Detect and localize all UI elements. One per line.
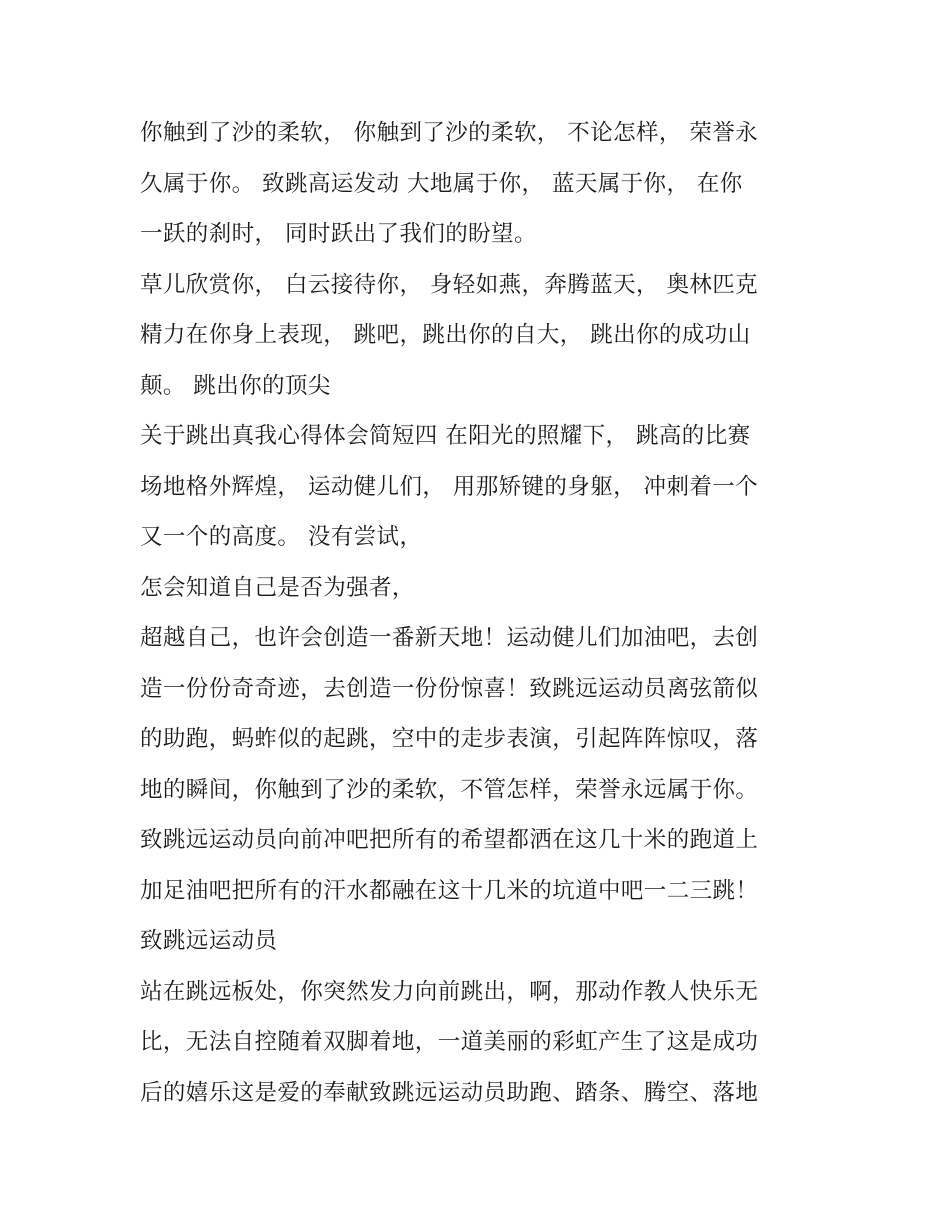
text-line: 地的瞬间，你触到了沙的柔软，不管怎样，荣誉永远属于你。 bbox=[140, 776, 759, 803]
text-line: 怎会知道自己是否为强者， bbox=[140, 574, 415, 601]
text-line: 的助跑，蚂蚱似的起跳，空中的走步表演，引起阵阵惊叹，落 bbox=[140, 726, 759, 752]
text-line: 加足油吧把所有的汗水都融在这十几米的坑道中吧一二三跳！ bbox=[140, 877, 759, 904]
text-line: 致跳远运动员向前冲吧把所有的希望都洒在这几十米的跑道上 bbox=[140, 827, 759, 853]
text-line: 比，无法自控随着双脚着地，一道美丽的彩虹产生了这是成功 bbox=[140, 1029, 759, 1055]
text-line: 精力在你身上表现， 跳吧，跳出你的自大， 跳出你的成功山 bbox=[140, 322, 751, 348]
text-line: 后的嬉乐这是爱的奉献致跳远运动员助跑、踏条、腾空、落地 bbox=[140, 1079, 759, 1106]
text-line: 站在跳远板处，你突然发力向前跳出，啊，那动作教人快乐无 bbox=[140, 978, 759, 1005]
text-line: 颠。 跳出你的顶尖 bbox=[140, 372, 331, 399]
text-line: 造一份份奇奇迹，去创造一份份惊喜！致跳远运动员离弦箭似 bbox=[140, 675, 759, 702]
text-line: 一跃的刹时， 同时跃出了我们的盼望。 bbox=[140, 221, 537, 247]
text-line: 草儿欣赏你， 白云接待你， 身轻如燕，奔腾蓝天， 奥林匹克 bbox=[140, 271, 759, 298]
text-line: 又一个的高度。 没有尝试， bbox=[140, 524, 423, 550]
text-line: 关于跳出真我心得体会简短四 在阳光的照耀下， 跳高的比赛 bbox=[140, 423, 751, 449]
text-line: 你触到了沙的柔软， 你触到了沙的柔软， 不论怎样， 荣誉永 bbox=[140, 120, 759, 146]
text-line: 场地格外辉煌， 运动健儿们， 用那矫键的身躯， 冲刺着一个 bbox=[140, 473, 759, 500]
document-body bbox=[140, 108, 820, 1118]
text-line: 超越自己，也许会创造一番新天地！运动健儿们加油吧，去创 bbox=[140, 625, 759, 651]
text-line: 久属于你。 致跳高运发动 大地属于你， 蓝天属于你， 在你 bbox=[140, 170, 743, 197]
text-line: 致跳远运动员 bbox=[140, 928, 278, 954]
